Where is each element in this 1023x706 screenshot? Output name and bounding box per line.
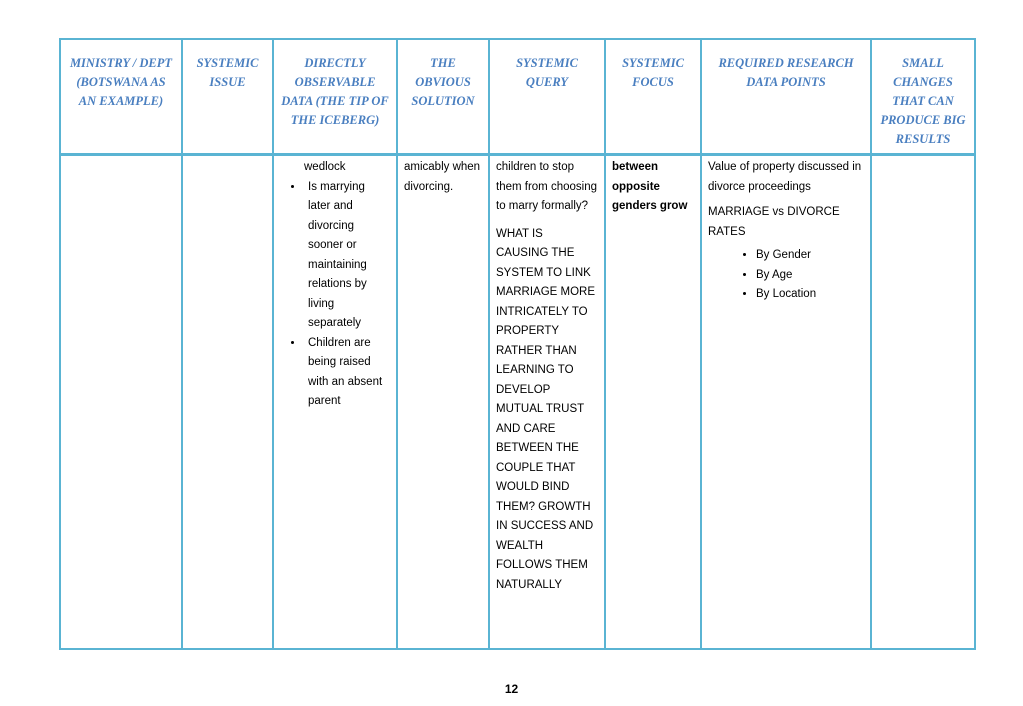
data-table <box>59 38 976 650</box>
header-systemic-issue: SYSTEMIC ISSUE <box>182 39 273 155</box>
research-subhead: MARRIAGE vs DIVORCE RATES <box>708 206 840 238</box>
header-row <box>60 39 975 155</box>
cell-small-changes <box>871 155 975 649</box>
list-item: • Children are being raised with an absent parent <box>304 334 390 412</box>
cell-observable-data <box>273 155 397 649</box>
observable-bullet-list <box>280 178 390 412</box>
research-lead: Value of property discussed in divorce proceedings <box>708 161 862 193</box>
header-obvious-solution: THE OBVIOUS SOLUTION <box>397 39 489 155</box>
cell-systemic-query <box>489 155 605 649</box>
header-observable-data: DIRECTLY OBSERVABLE DATA (THE TIP OF THE ICEBERG) <box>273 39 397 155</box>
header-research-data: REQUIRED RESEARCH DATA POINTS <box>701 39 871 155</box>
header-ministry: MINISTRY / DEPT (BOTSWANA AS AN EXAMPLE) <box>60 39 182 155</box>
list-item: • Is marrying later and divorcing sooner or maintaining relations by living separately <box>304 178 390 334</box>
header-systemic-focus: SYSTEMIC FOCUS <box>605 39 701 155</box>
query-caps-text: WHAT IS CAUSING THE SYSTEM TO LINK MARRIAGE MORE INTRICATELY TO PROPERTY RATHER THAN LEARNING TO DEVELOP MUTUAL TRUST AND CARE BETWEEN THE COUPLE THAT WOULD BIND THEM? GROWTH IN SUCCESS AND WEALTH FOLLOWS THEM NATURALLY <box>496 227 596 591</box>
research-bullet-list <box>708 246 864 305</box>
cell-research-data <box>701 155 871 649</box>
cell-systemic-issue <box>182 155 273 649</box>
cell-obvious-solution: amicably when divorcing. <box>397 155 489 649</box>
page-number: 12 <box>504 682 519 696</box>
query-lead: children to stop them from choosing to marry formally? <box>496 161 597 212</box>
table-row <box>60 155 975 649</box>
list-item: • By Age <box>756 266 864 286</box>
list-item: • By Location <box>756 285 864 305</box>
header-systemic-query: SYSTEMIC QUERY <box>489 39 605 155</box>
cell-systemic-focus: between opposite genders grow <box>605 155 701 649</box>
cell-ministry <box>60 155 182 649</box>
observable-lead: wedlock <box>304 161 346 173</box>
header-small-changes: SMALL CHANGES THAT CAN PRODUCE BIG RESULTS <box>871 39 975 155</box>
list-item: • By Gender <box>756 246 864 266</box>
